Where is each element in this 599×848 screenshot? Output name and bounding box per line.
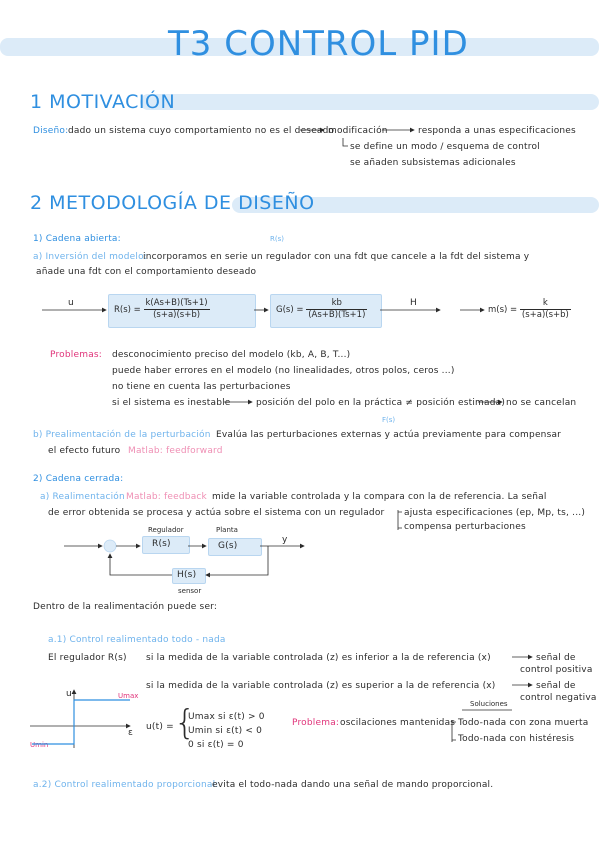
problem-4a: si el sistema es inestable bbox=[112, 398, 231, 408]
feedforward-matlab: Matlab: feedforward bbox=[128, 446, 223, 456]
design-line1a: dado un sistema cuyo comportamiento no es el deseado bbox=[68, 126, 335, 136]
graph-u: u bbox=[66, 689, 72, 699]
loop-regulator-text: R(s) bbox=[152, 539, 171, 549]
open-loop-label: 1) Cadena abierta: bbox=[33, 234, 121, 244]
a2-text: evita el todo-nada dando una señal de mando proporcional. bbox=[212, 780, 494, 790]
piecewise-case2: Umin si ε(t) < 0 bbox=[188, 726, 263, 736]
feedback-brace2: compensa perturbaciones bbox=[404, 522, 526, 532]
a1-line1: si la medida de la variable controlada (z) es inferior a la de referencia (x) bbox=[146, 653, 491, 663]
feedback-brace1: ajusta especificaciones (ep, Mp, ts, ...) bbox=[404, 508, 586, 518]
brace-icon bbox=[398, 510, 402, 530]
loop-plant-text: G(s) bbox=[218, 541, 238, 551]
problema-label: Problema: bbox=[292, 718, 340, 728]
problema-text: oscilaciones mantenidas bbox=[340, 718, 456, 728]
feedforward-text2: el efecto futuro bbox=[48, 446, 121, 456]
feedback-text1: mide la variable controlada y la compara con la de referencia. La señal bbox=[212, 492, 547, 502]
page-title: T3 CONTROL PID bbox=[168, 24, 469, 64]
regulator-lhs: R(s) = bbox=[114, 305, 141, 315]
regulator-caption: Regulador bbox=[148, 526, 184, 534]
section1-heading: 1 MOTIVACIÓN bbox=[30, 91, 176, 113]
feedforward-text1: Evalúa las perturbaciones externas y actúa previamente para compensar bbox=[216, 430, 562, 440]
problem-4b: posición del polo en la práctica ≠ posición estimada) bbox=[256, 398, 506, 408]
piecewise-brace: { bbox=[174, 703, 196, 743]
a1-result1a: señal de bbox=[536, 653, 576, 663]
sensor-caption: sensor bbox=[178, 587, 202, 595]
ft-annotation: F(s) bbox=[382, 416, 396, 424]
problems-label: Problemas: bbox=[50, 350, 103, 360]
model-den: (s+a)(s+b) bbox=[521, 310, 569, 320]
feedback-text2: de error obtenida se procesa y actúa sobre el sistema con un regulador bbox=[48, 508, 385, 518]
problem-4c: no se cancelan bbox=[506, 398, 577, 408]
closed-loop-label: 2) Cadena cerrada: bbox=[33, 474, 124, 484]
feedforward-label: b) Prealimentación de la perturbación bbox=[33, 430, 211, 440]
a1-result1b: control positiva bbox=[520, 665, 593, 675]
diag1-h: H bbox=[410, 298, 417, 308]
piecewise-case1: Umax si ε(t) > 0 bbox=[188, 712, 265, 722]
regulator-den: (s+a)(s+b) bbox=[153, 310, 201, 320]
plant-caption: Planta bbox=[216, 526, 238, 534]
solution-1: Todo-nada con zona muerta bbox=[458, 718, 589, 728]
branch-arrow-icon bbox=[343, 138, 348, 146]
inversion-text1: incorporamos en serie un regulador con una fdt que cancele a la fdt del sistema y bbox=[143, 252, 530, 262]
feedback-path-icon bbox=[110, 554, 172, 575]
solution-2: Todo-nada con histéresis bbox=[458, 734, 575, 744]
piecewise-lhs: u(t) = bbox=[146, 722, 174, 732]
plant-den: (As+B)(Ts+1) bbox=[308, 310, 366, 320]
regulator-num: k(As+B)(Ts+1) bbox=[145, 298, 208, 308]
a1-line2: si la medida de la variable controlada (z) es superior a la de referencia (x) bbox=[146, 681, 496, 691]
problem-1: desconocimiento preciso del modelo (kb, A, B, T...) bbox=[112, 350, 351, 360]
design-line1b: modificación bbox=[328, 126, 388, 136]
design-label: Diseño: bbox=[33, 126, 69, 136]
feedback-label: a) Realimentación bbox=[40, 492, 125, 502]
a1-result2b: control negativa bbox=[520, 693, 597, 703]
design-line3: se añaden subsistemas adicionales bbox=[350, 158, 516, 168]
problem-3: no tiene en cuenta las perturbaciones bbox=[112, 382, 291, 392]
design-line2: se define un modo / esquema de control bbox=[350, 142, 540, 152]
plant-lhs: G(s) = bbox=[276, 305, 304, 315]
loop-output-y: y bbox=[282, 535, 288, 545]
model-num: k bbox=[520, 298, 571, 310]
a1-label: a.1) Control realimentado todo - nada bbox=[48, 635, 226, 645]
piecewise-case3: 0 si ε(t) = 0 bbox=[188, 740, 244, 750]
rs-annotation: R(s) bbox=[270, 235, 284, 243]
plant-num: kb bbox=[306, 298, 367, 310]
inversion-label: a) Inversión del modelo: bbox=[33, 252, 148, 262]
sensor-text: H(s) bbox=[177, 570, 197, 580]
graph-umin: Umin bbox=[30, 741, 49, 749]
a1-result2a: señal de bbox=[536, 681, 576, 691]
problem-2: puede haber errores en el modelo (no linealidades, otros polos, ceros ...) bbox=[112, 366, 455, 376]
a2-label: a.2) Control realimentado proporcional: bbox=[33, 780, 219, 790]
model-lhs: m(s) = bbox=[488, 305, 518, 315]
summing-junction-icon bbox=[104, 540, 116, 552]
relay-curve-icon bbox=[32, 700, 130, 744]
design-line1c: responda a unas especificaciones bbox=[418, 126, 576, 136]
feedback-path-icon bbox=[206, 546, 268, 575]
a1-regulator: El regulador R(s) bbox=[48, 653, 127, 663]
graph-epsilon: ε bbox=[128, 728, 134, 738]
graph-umax: Umax bbox=[118, 692, 139, 700]
solutions-caption: Soluciones bbox=[470, 700, 508, 708]
diag1-u: u bbox=[68, 298, 74, 308]
inversion-text2: añade una fdt con el comportamiento deseado bbox=[36, 267, 257, 277]
feedback-types: Dentro de la realimentación puede ser: bbox=[33, 602, 218, 612]
brace-icon bbox=[452, 720, 456, 742]
section2-heading: 2 METODOLOGÍA DE DISEÑO bbox=[30, 192, 315, 214]
feedback-matlab: Matlab: feedback bbox=[126, 492, 207, 502]
